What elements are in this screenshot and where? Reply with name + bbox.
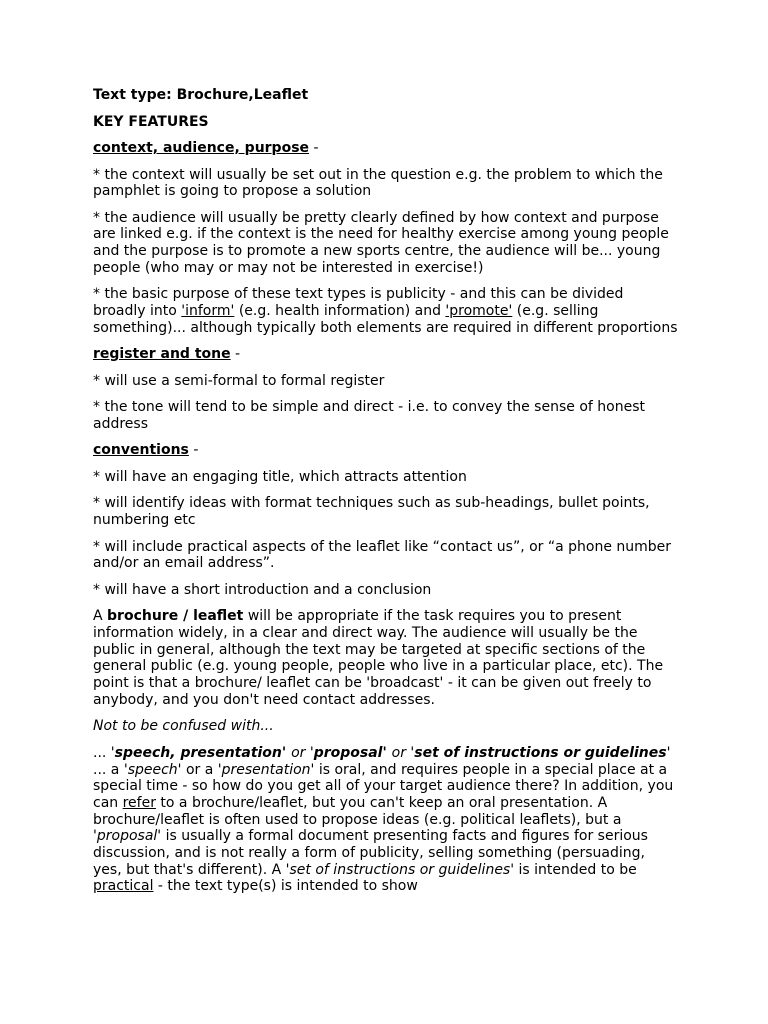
conventions-bullet-2: * will identify ideas with format techniques such as sub-headings, bullet points, numbering etc xyxy=(93,495,650,529)
conventions-bullet-4: * will have a short introduction and a conclusion xyxy=(93,581,432,598)
not-confused-line: Not to be confused with... xyxy=(93,718,274,735)
key-features-heading: KEY FEATURES xyxy=(93,113,209,130)
context-bullet-2: * the audience will usually be pretty clearly defined by how context and purpose are linked e.g. if the context is the need for healthy exercise among young people and the purpose is to promote a new sports centre, the audience will be... young people (who may or may not be interested in exercise!) xyxy=(93,209,669,276)
context-heading: context, audience, purpose - xyxy=(93,140,319,156)
context-bullet-1: * the context will usually be set out in the question e.g. the problem to which the pamphlet is going to propose a solution xyxy=(93,166,663,200)
inform-term: 'inform' xyxy=(181,303,235,320)
promote-term: 'promote' xyxy=(445,303,513,320)
register-bullet-1: * will use a semi-formal to formal register xyxy=(93,372,385,389)
conventions-heading: conventions - xyxy=(93,442,199,459)
doc-title: Text type: Brochure,Leaflet xyxy=(93,87,309,103)
brochure-paragraph: A brochure / leaflet will be appropriate if the task requires you to present information widely, in a clear and direct way. The audience will usually be the public in general, although the text may be targeted at specific sections of the general public (e.g. young people, people who live in a particular place, etc). The point is that a brochure/ leaflet can be 'broadcast' - it can be given out freely to anybody, and you don't need contact addresses. xyxy=(93,608,664,708)
document-body xyxy=(93,87,678,905)
context-bullet-3: * the basic purpose of these text types is publicity - and this can be divided broadly into 'inform' (e.g. health information) and 'promote' (e.g. selling something)... although typically both elements are required in different proportions xyxy=(93,286,678,336)
register-heading: register and tone - xyxy=(93,346,241,363)
practical-term: practical xyxy=(93,878,154,895)
register-bullet-2: * the tone will tend to be simple and direct - i.e. to convey the sense of honest address xyxy=(93,399,645,432)
refer-term: refer xyxy=(122,794,156,811)
conventions-bullet-3: * will include practical aspects of the leaflet like “contact us”, or “a phone number and/or an email address”. xyxy=(93,538,672,572)
conventions-bullet-1: * will have an engaging title, which attracts attention xyxy=(93,468,467,485)
comparison-paragraph: ... 'speech, presentation' or 'proposal' or 'set of instructions or guidelines' ... a 'speech' or a 'presentation' is oral, and requires people in a special place at a special time - so how do you get all of your target audience there? In addition, you can refer to a brochure/leaflet, but you can't keep an oral presentation. A brochure/leaflet is often used to propose ideas (e.g. political leaflets), but a 'proposal' is usually a formal document presenting facts and figures for serious discussion, and is not really a form of publicity, selling something (persuading, yes, but that's different). A 'set of instructions or guidelines' is intended to be practical - the text type(s) is intended to show xyxy=(93,744,674,895)
